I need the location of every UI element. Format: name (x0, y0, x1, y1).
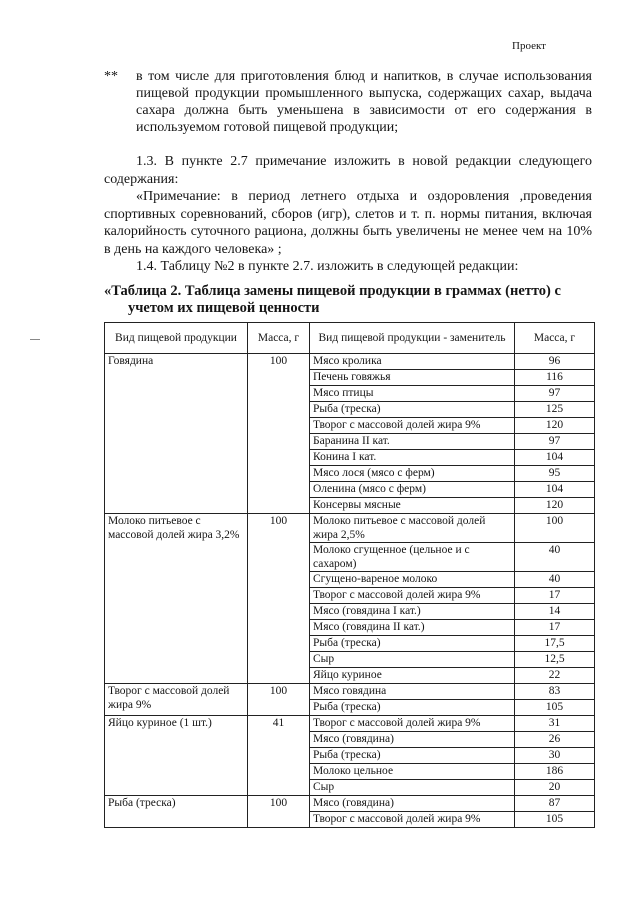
substitute-cell: Мясо (говядина I кат.) (310, 604, 515, 620)
substitute-mass-cell: 31 (515, 716, 595, 732)
header-product: Вид пищевой продукции (105, 323, 248, 354)
substitute-cell: Рыба (треска) (310, 700, 515, 716)
table-title (104, 283, 594, 317)
substitute-mass-cell: 12,5 (515, 652, 595, 668)
substitute-mass-cell: 105 (515, 812, 595, 828)
substitute-cell: Рыба (треска) (310, 402, 515, 418)
substitute-mass-cell: 97 (515, 386, 595, 402)
substitute-cell: Творог с массовой долей жира 9% (310, 588, 515, 604)
table-title-line-1: «Таблица 2. Таблица замены пищевой продукции в граммах (нетто) с (104, 283, 561, 299)
header-substitute-mass: Масса, г (515, 323, 595, 354)
table-row (105, 514, 595, 543)
substitute-cell: Сыр (310, 780, 515, 796)
table-row (105, 684, 595, 700)
substitute-mass-cell: 97 (515, 434, 595, 450)
product-mass-cell: 100 (248, 684, 310, 716)
table-row (105, 354, 595, 370)
product-mass-cell: 100 (248, 514, 310, 684)
product-cell: Молоко питьевое с массовой долей жира 3,2% (105, 514, 248, 684)
table-body (105, 354, 595, 828)
substitute-mass-cell: 87 (515, 796, 595, 812)
substitute-mass-cell: 40 (515, 543, 595, 572)
product-cell: Рыба (треска) (105, 796, 248, 828)
product-mass-cell: 100 (248, 354, 310, 514)
margin-mark (30, 339, 40, 340)
substitute-mass-cell: 95 (515, 466, 595, 482)
substitute-cell: Рыба (треска) (310, 636, 515, 652)
substitute-cell: Молоко питьевое с массовой долей жира 2,5% (310, 514, 515, 543)
footnote-mark: ** (104, 69, 118, 84)
table-header-row (105, 323, 595, 354)
substitute-cell: Творог с массовой долей жира 9% (310, 716, 515, 732)
paragraph-1-4: 1.4. Таблицу №2 в пункте 2.7. изложить в следующей редакции: (136, 259, 519, 274)
footnote-text: в том числе для приготовления блюд и напитков, в случае использования пищевой продукции промышленного выпуска, содержащих сахар, выдача сахара должна быть уменьшена в зависимости от его содержания в используемом готовой пищевой продукции; (136, 69, 592, 135)
substitute-mass-cell: 30 (515, 748, 595, 764)
table-title-line-2: учетом их пищевой ценности (128, 300, 320, 316)
substitute-cell: Баранина II кат. (310, 434, 515, 450)
substitute-mass-cell: 120 (515, 418, 595, 434)
substitute-mass-cell: 104 (515, 450, 595, 466)
table-row (105, 716, 595, 732)
substitute-mass-cell: 104 (515, 482, 595, 498)
substitute-mass-cell: 20 (515, 780, 595, 796)
substitute-cell: Мясо говядина (310, 684, 515, 700)
substitute-cell: Оленина (мясо с ферм) (310, 482, 515, 498)
substitute-cell: Консервы мясные (310, 498, 515, 514)
substitute-mass-cell: 100 (515, 514, 595, 543)
substitute-mass-cell: 26 (515, 732, 595, 748)
substitute-cell: Яйцо куриное (310, 668, 515, 684)
draft-stamp: Проект (512, 40, 546, 52)
substitute-mass-cell: 17,5 (515, 636, 595, 652)
product-cell: Яйцо куриное (1 шт.) (105, 716, 248, 796)
product-mass-cell: 41 (248, 716, 310, 796)
substitute-cell: Мясо кролика (310, 354, 515, 370)
footnote (104, 68, 592, 136)
substitute-cell: Мясо (говядина) (310, 732, 515, 748)
substitute-mass-cell: 96 (515, 354, 595, 370)
substitute-mass-cell: 14 (515, 604, 595, 620)
substitute-cell: Мясо (говядина II кат.) (310, 620, 515, 636)
substitute-cell: Рыба (треска) (310, 748, 515, 764)
substitute-mass-cell: 17 (515, 588, 595, 604)
substitute-cell: Мясо (говядина) (310, 796, 515, 812)
header-mass: Масса, г (248, 323, 310, 354)
substitute-cell: Мясо лося (мясо с ферм) (310, 466, 515, 482)
product-cell: Творог с массовой долей жира 9% (105, 684, 248, 716)
replacement-table (104, 322, 595, 828)
substitute-mass-cell: 125 (515, 402, 595, 418)
header-substitute: Вид пищевой продукции - заменитель (310, 323, 515, 354)
substitute-mass-cell: 105 (515, 700, 595, 716)
substitute-mass-cell: 17 (515, 620, 595, 636)
substitute-cell: Творог с массовой долей жира 9% (310, 812, 515, 828)
substitute-mass-cell: 120 (515, 498, 595, 514)
substitute-cell: Творог с массовой долей жира 9% (310, 418, 515, 434)
product-mass-cell: 100 (248, 796, 310, 828)
paragraph-1-3: 1.3. В пункте 2.7 примечание изложить в новой редакции следующего содержания: (104, 154, 592, 187)
substitute-cell: Мясо птицы (310, 386, 515, 402)
table-row (105, 796, 595, 812)
substitute-mass-cell: 116 (515, 370, 595, 386)
substitute-mass-cell: 40 (515, 572, 595, 588)
paragraph-note: «Примечание: в период летнего отдыха и оздоровления ,проведения спортивных соревнований, сборов (игр), слетов и т. п. нормы питания, включая калорийность суточного рациона, должны быть увеличены не менее чем на 10% в день на каждого человека» ; (104, 189, 592, 257)
substitute-cell: Сгущено-вареное молоко (310, 572, 515, 588)
substitute-cell: Печень говяжья (310, 370, 515, 386)
substitute-mass-cell: 83 (515, 684, 595, 700)
product-cell: Говядина (105, 354, 248, 514)
substitute-cell: Конина I кат. (310, 450, 515, 466)
substitute-cell: Сыр (310, 652, 515, 668)
substitute-cell: Молоко цельное (310, 764, 515, 780)
substitute-mass-cell: 186 (515, 764, 595, 780)
substitute-cell: Молоко сгущенное (цельное и с сахаром) (310, 543, 515, 572)
substitute-mass-cell: 22 (515, 668, 595, 684)
